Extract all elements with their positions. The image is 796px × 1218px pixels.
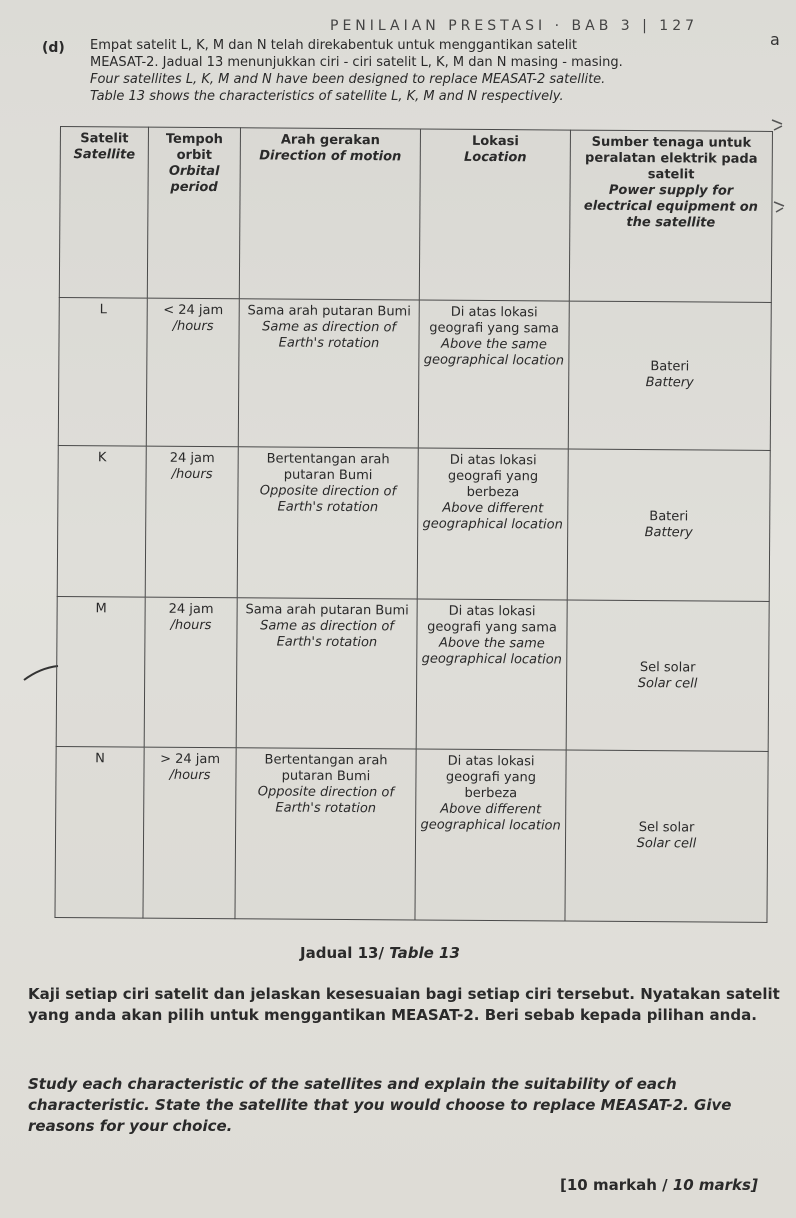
caption-ms: Jadual 13/ bbox=[300, 944, 384, 962]
cell-power: Sel solar Solar cell bbox=[566, 600, 769, 752]
header-direction: Arah gerakan Direction of motion bbox=[239, 128, 420, 300]
cell-direction: Bertentangan arah putaran Bumi Opposite direction of Earth's rotation bbox=[235, 748, 416, 920]
intro-en-line-1: Four satellites L, K, M and N have been designed to replace MEASAT-2 satellite. bbox=[90, 72, 606, 87]
cell-direction: Bertentangan arah putaran Bumi Opposite direction of Earth's rotation bbox=[237, 447, 418, 599]
task-ms: Kaji setiap ciri satelit dan jelaskan kesesuaian bagi setiap ciri tersebut. Nyatakan satelit yang anda akan pilih untuk menggantikan MEASAT-2. Beri sebab kepada pilihan anda. bbox=[28, 985, 780, 1024]
table-caption bbox=[300, 944, 460, 962]
table-row bbox=[58, 297, 771, 451]
cell-period: 24 jam /hours bbox=[145, 446, 238, 597]
running-header: PENILAIAN PRESTASI · BAB 3 | 127 bbox=[330, 18, 699, 34]
cell-power: Sel solar Solar cell bbox=[565, 750, 768, 922]
intro-ms-line-2: MEASAT-2. Jadual 13 menunjukkan ciri - ciri satelit L, K, M dan N masing - masing. bbox=[90, 55, 623, 70]
cell-satellite: K bbox=[57, 446, 146, 597]
cell-location: Di atas lokasi geografi yang berbeza Above different geographical location bbox=[415, 749, 566, 921]
task-en: Study each characteristic of the satellites and explain the suitability of each characteristic. State the satellite that you would choose to replace MEASAT-2. Give reasons for your choice. bbox=[28, 1075, 732, 1135]
cell-satellite: N bbox=[55, 747, 144, 918]
cell-location: Di atas lokasi geografi yang sama Above the same geographical location bbox=[418, 300, 569, 450]
cell-power: Bateri Battery bbox=[567, 449, 770, 601]
corner-mark: a bbox=[770, 30, 780, 49]
cell-location: Di atas lokasi geografi yang berbeza Above different geographical location bbox=[417, 448, 568, 600]
cell-satellite: L bbox=[58, 297, 147, 446]
marks-label bbox=[560, 1176, 758, 1194]
marks-ms: [10 markah / bbox=[560, 1176, 668, 1194]
cell-satellite: M bbox=[56, 596, 145, 747]
satellite-table bbox=[54, 126, 773, 923]
header-satellite: Satelit Satellite bbox=[59, 127, 148, 298]
question-label: (d) bbox=[42, 40, 65, 56]
cell-period: > 24 jam /hours bbox=[143, 747, 236, 918]
table-row bbox=[55, 747, 768, 923]
cell-location: Di atas lokasi geografi yang sama Above the same geographical location bbox=[416, 599, 567, 751]
header-power: Sumber tenaga untuk peralatan elektrik pada satelit Power supply for electrical equipment on the satellite bbox=[569, 130, 772, 302]
intro-en-line-2: Table 13 shows the characteristics of satellite L, K, M and N respectively. bbox=[90, 89, 564, 104]
table-row bbox=[57, 446, 770, 602]
cell-power: Bateri Battery bbox=[568, 301, 771, 451]
marks-en: 10 marks] bbox=[672, 1176, 758, 1194]
cell-direction: Sama arah putaran Bumi Same as direction of Earth's rotation bbox=[236, 598, 417, 750]
table-header-row bbox=[59, 127, 772, 303]
intro-ms-line-1: Empat satelit L, K, M dan N telah direkabentuk untuk menggantikan satelit bbox=[90, 38, 578, 53]
cell-period: < 24 jam /hours bbox=[146, 298, 239, 447]
caption-en: Table 13 bbox=[389, 944, 460, 962]
header-period: Tempoh orbit Orbital period bbox=[147, 127, 240, 298]
cell-period: 24 jam /hours bbox=[144, 597, 237, 748]
cell-direction: Sama arah putaran Bumi Same as direction of Earth's rotation bbox=[238, 298, 419, 448]
header-location: Lokasi Location bbox=[419, 129, 570, 301]
table-row bbox=[56, 596, 769, 752]
